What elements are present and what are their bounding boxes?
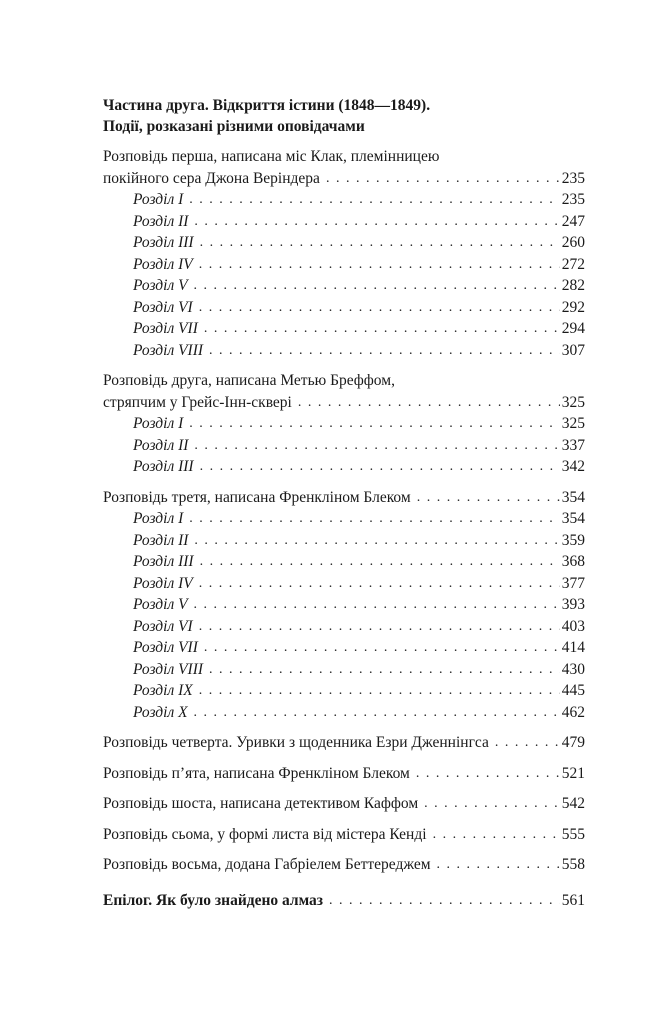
chapter-label: Розділ II (133, 212, 189, 230)
story4-entry (103, 732, 585, 754)
chapter-page: 359 (561, 531, 585, 549)
chapter-page: 337 (561, 436, 585, 454)
leader-dots (209, 340, 560, 362)
story3-section (103, 487, 585, 724)
story1-chapter-5 (103, 275, 585, 297)
leader-dots (424, 793, 560, 815)
story2-title-text1: Розповідь друга, написана Метью Бреффом, (103, 372, 395, 389)
story7-section (103, 824, 585, 846)
leader-dots (495, 732, 560, 754)
story3-chapter-7 (103, 637, 585, 659)
story3-chapter-10 (103, 702, 585, 724)
story8-page: 558 (561, 856, 585, 873)
chapter-label: Розділ V (133, 277, 188, 294)
story3-title: Розповідь третя, написана Френкліном Блеком (103, 488, 411, 506)
story4-title: Розповідь четверта. Уривки з щоденника Езри Дженнінгса (103, 734, 489, 751)
chapter-page: 445 (561, 682, 585, 699)
chapter-page: 294 (561, 320, 585, 337)
leader-dots (189, 413, 560, 435)
part-title-line2: Події, розказані різними оповідачами (103, 118, 365, 135)
epilogue-page: 561 (561, 891, 585, 909)
leader-dots (200, 456, 560, 478)
part-title-line1: Частина друга. Відкриття істини (1848—1849). (103, 97, 431, 114)
story3-page: 354 (561, 488, 585, 506)
leader-dots (326, 168, 560, 190)
leader-dots (416, 763, 560, 785)
chapter-label: Розділ III (133, 234, 194, 251)
chapter-page: 393 (561, 596, 585, 613)
story2-title-line1 (103, 370, 585, 392)
chapter-label: Розділ I (133, 510, 184, 527)
chapter-label: Розділ VIII (133, 341, 204, 359)
story7-page: 555 (561, 825, 585, 843)
chapter-page: 247 (561, 212, 585, 230)
leader-dots (199, 680, 560, 702)
story1-chapter-2 (103, 211, 585, 233)
chapter-page: 377 (561, 574, 585, 592)
leader-dots (194, 702, 560, 724)
chapter-page: 272 (561, 255, 585, 273)
story1-chapter-6 (103, 297, 585, 319)
chapter-page: 430 (561, 660, 585, 678)
story4-section (103, 732, 585, 754)
story1-section (103, 146, 585, 361)
chapter-label: Розділ II (133, 531, 189, 549)
leader-dots (199, 254, 560, 276)
leader-dots (199, 616, 560, 638)
story2-page: 325 (561, 393, 585, 411)
chapter-label: Розділ X (133, 703, 188, 721)
story1-page: 235 (561, 169, 585, 187)
chapter-label: Розділ III (133, 553, 194, 570)
story6-section (103, 793, 585, 815)
leader-dots (194, 435, 559, 457)
leader-dots (204, 637, 560, 659)
table-of-contents (103, 95, 585, 911)
chapter-page: 414 (561, 639, 585, 656)
story2-section (103, 370, 585, 478)
leader-dots (189, 508, 560, 530)
chapter-label: Розділ III (133, 458, 194, 475)
story5-page: 521 (561, 764, 585, 782)
story7-title: Розповідь сьома, у формі листа від містера Кенді (103, 825, 427, 843)
story5-section (103, 763, 585, 785)
leader-dots (417, 487, 560, 509)
chapter-page: 325 (561, 415, 585, 432)
story1-chapter-3 (103, 232, 585, 254)
chapter-page: 260 (561, 234, 585, 251)
story3-chapter-3 (103, 551, 585, 573)
chapter-page: 282 (561, 277, 585, 294)
chapter-page: 342 (561, 458, 585, 475)
story8-title: Розповідь восьма, додана Габріелем Беттереджем (103, 856, 431, 873)
chapter-page: 403 (561, 617, 585, 635)
story1-chapter-1 (103, 189, 585, 211)
story7-entry (103, 824, 585, 846)
story3-chapter-9 (103, 680, 585, 702)
leader-dots (194, 594, 560, 616)
story5-title: Розповідь п’ята, написана Френкліном Блеком (103, 764, 410, 782)
story3-chapter-5 (103, 594, 585, 616)
chapter-page: 307 (561, 341, 585, 359)
story6-entry (103, 793, 585, 815)
story2-chapter-2 (103, 435, 585, 457)
leader-dots (199, 573, 560, 595)
story3-chapter-8 (103, 659, 585, 681)
part-heading (103, 95, 585, 137)
story1-entry (103, 168, 585, 190)
chapter-label: Розділ IV (133, 574, 193, 592)
chapter-label: Розділ VIII (133, 660, 204, 678)
chapter-page: 462 (561, 703, 585, 721)
story1-title-line1 (103, 146, 585, 168)
story3-chapter-6 (103, 616, 585, 638)
story2-chapter-3 (103, 456, 585, 478)
story3-entry (103, 487, 585, 509)
chapter-page: 292 (561, 298, 585, 316)
leader-dots (437, 854, 560, 876)
story8-entry (103, 854, 585, 876)
leader-dots (433, 824, 560, 846)
chapter-label: Розділ I (133, 415, 184, 432)
story1-chapter-8 (103, 340, 585, 362)
story1-chapter-7 (103, 318, 585, 340)
leader-dots (199, 297, 560, 319)
leader-dots (204, 318, 560, 340)
story3-chapter-2 (103, 530, 585, 552)
chapter-page: 235 (561, 191, 585, 208)
chapter-label: Розділ VII (133, 320, 198, 337)
story4-page: 479 (561, 734, 585, 751)
story5-entry (103, 763, 585, 785)
leader-dots (298, 392, 560, 414)
leader-dots (189, 189, 560, 211)
leader-dots (194, 211, 559, 233)
epilogue-section (103, 890, 585, 912)
story2-chapter-1 (103, 413, 585, 435)
story8-section (103, 854, 585, 876)
chapter-label: Розділ VI (133, 298, 193, 316)
chapter-label: Розділ IV (133, 255, 193, 273)
leader-dots (194, 530, 559, 552)
chapter-page: 368 (561, 553, 585, 570)
leader-dots (329, 890, 560, 912)
chapter-label: Розділ I (133, 191, 184, 208)
story2-entry (103, 392, 585, 414)
story2-title-line2: стряпчим у Грейс-Інн-сквері (103, 393, 292, 411)
story6-page: 542 (561, 795, 585, 812)
chapter-label: Розділ IX (133, 682, 193, 699)
leader-dots (194, 275, 560, 297)
story1-title-text1: Розповідь перша, написана міс Клак, племінницею (103, 148, 440, 165)
story3-chapter-4 (103, 573, 585, 595)
epilogue-entry (103, 890, 585, 912)
leader-dots (209, 659, 560, 681)
chapter-page: 354 (561, 510, 585, 527)
story6-title: Розповідь шоста, написана детективом Каффом (103, 795, 419, 812)
chapter-label: Розділ V (133, 596, 188, 613)
story1-chapter-4 (103, 254, 585, 276)
chapter-label: Розділ VII (133, 639, 198, 656)
chapter-label: Розділ II (133, 436, 189, 454)
leader-dots (200, 232, 560, 254)
chapter-label: Розділ VI (133, 617, 193, 635)
story1-title-line2: покійного сера Джона Веріндера (103, 169, 320, 187)
story3-chapter-1 (103, 508, 585, 530)
leader-dots (200, 551, 560, 573)
epilogue-title: Епілог. Як було знайдено алмаз (103, 891, 324, 909)
